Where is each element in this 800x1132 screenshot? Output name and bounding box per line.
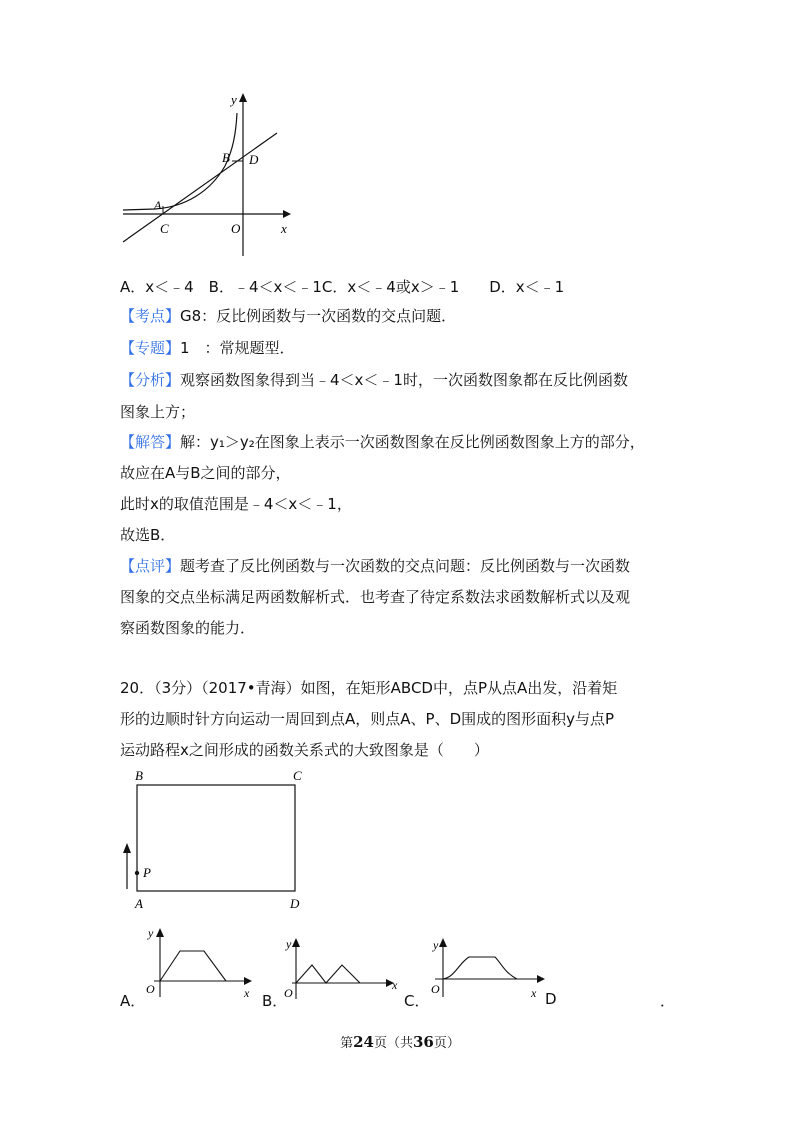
svg-text:y: y bbox=[148, 926, 154, 940]
jieda-line-1 bbox=[120, 432, 645, 452]
option-a-label: A． bbox=[120, 992, 146, 1010]
jieda-line-3: 此时x的取值范围是﹣4＜x＜﹣1， bbox=[120, 495, 352, 513]
dianping-line-3: 察函数图象的能力． bbox=[120, 619, 256, 637]
dianping-tag: 【点评】 bbox=[120, 557, 181, 575]
fenxi-line-2: 图象上方； bbox=[120, 403, 196, 421]
fenxi-tag: 【分析】 bbox=[120, 371, 181, 389]
label-p: P bbox=[143, 865, 151, 880]
option-a-curve bbox=[160, 951, 226, 981]
kaodian-tag: 【考点】 bbox=[120, 307, 181, 325]
q20-line-1: 20．（3分）（2017•青海）如图，在矩形ABCD中，点P从点A出发，沿着矩 bbox=[120, 679, 618, 697]
zhuanti-text: 1 ：常规题型． bbox=[180, 339, 295, 357]
option-c-graph bbox=[425, 935, 550, 1005]
figure-hyperbola-line bbox=[115, 88, 305, 273]
dianping-line-1 bbox=[120, 556, 630, 576]
label-b: B bbox=[135, 768, 143, 783]
label-b: B bbox=[222, 150, 230, 165]
svg-text:x: x bbox=[531, 986, 537, 1000]
page-footer: 第24页（共36页） bbox=[340, 1033, 460, 1051]
fenxi-line-1 bbox=[120, 370, 628, 390]
svg-text:O: O bbox=[146, 982, 155, 996]
y-axis-arrow bbox=[239, 93, 247, 102]
option-c-label: C． bbox=[404, 992, 430, 1010]
fenxi-text-1: 观察函数图象得到当﹣4＜x＜﹣1时，一次函数图象都在反比例函数 bbox=[180, 371, 628, 389]
label-a: A bbox=[135, 896, 143, 911]
svg-text:y: y bbox=[433, 938, 439, 952]
svg-text:x: x bbox=[244, 986, 250, 1000]
q20-line-3: 运动路程x之间形成的函数关系式的大致图象是（ ） bbox=[120, 741, 489, 759]
label-c: C bbox=[160, 221, 169, 236]
x-axis-arrow bbox=[283, 210, 291, 218]
option-c-curve bbox=[443, 957, 517, 979]
linear-function-line bbox=[123, 133, 277, 242]
option-a-graph bbox=[140, 925, 260, 1005]
label-d: D bbox=[249, 152, 259, 167]
label-d: D bbox=[290, 896, 300, 911]
point-p bbox=[135, 871, 139, 875]
svg-text:O: O bbox=[284, 986, 293, 1000]
label-o: O bbox=[231, 221, 241, 236]
dianping-line-2: 图象的交点坐标满足两函数解析式．也考查了待定系数法求函数解析式以及观 bbox=[120, 588, 631, 606]
label-a: A bbox=[154, 198, 162, 212]
inverse-function-curve bbox=[123, 113, 237, 210]
svg-text:O: O bbox=[431, 982, 440, 996]
option-b-curve bbox=[296, 965, 360, 983]
option-b-graph bbox=[282, 935, 402, 1005]
label-x: x bbox=[281, 221, 287, 236]
jieda-text-1: 解：y₁＞y₂在图象上表示一次函数图象在反比例函数图象上方的部分， bbox=[180, 433, 645, 451]
jieda-line-2: 故应在A与B之间的部分， bbox=[120, 464, 291, 482]
current-page: 24 bbox=[353, 1033, 374, 1051]
dianping-text-1: 题考查了反比例函数与一次函数的交点问题：反比例函数与一次函数 bbox=[180, 557, 631, 575]
rectangle-abcd bbox=[137, 785, 295, 891]
option-d-label: D bbox=[545, 990, 557, 1008]
svg-text:x: x bbox=[392, 978, 398, 992]
q20-line-2: 形的边顺时针方向运动一周回到点A，则点A、P、D围成的图形面积y与点P bbox=[120, 710, 615, 728]
kaodian-text: G8：反比例函数与一次函数的交点问题． bbox=[180, 307, 457, 325]
kaodian-line bbox=[120, 306, 456, 326]
q19-options: A．x＜﹣4 B．﹣4＜x＜﹣1C．x＜﹣4或x＞﹣1 D．x＜﹣1 bbox=[120, 278, 565, 296]
option-b-label: B． bbox=[262, 992, 288, 1010]
label-y: y bbox=[231, 92, 237, 107]
jieda-line-4: 故选B． bbox=[120, 526, 176, 544]
svg-text:y: y bbox=[286, 937, 292, 951]
option-d-dot: ． bbox=[660, 992, 676, 1010]
zhuanti-tag: 【专题】 bbox=[120, 339, 181, 357]
zhuanti-line bbox=[120, 338, 295, 358]
label-c: C bbox=[293, 768, 302, 783]
direction-arrowhead bbox=[123, 843, 131, 853]
total-pages: 36 bbox=[413, 1033, 434, 1051]
figure-rectangle-abcd bbox=[115, 765, 315, 915]
jieda-tag: 【解答】 bbox=[120, 433, 181, 451]
